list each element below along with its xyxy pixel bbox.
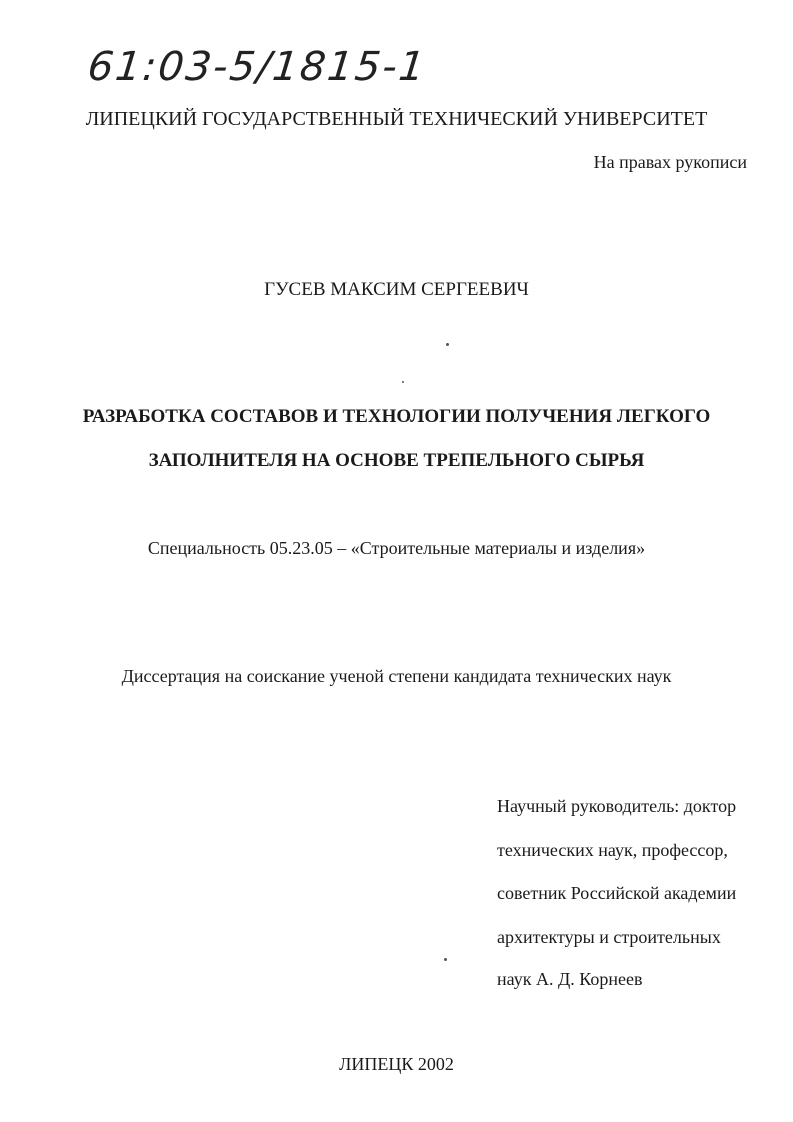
city-year: ЛИПЕЦК 2002 <box>339 1054 454 1074</box>
supervisor-line: технических наук, профессор, <box>497 840 728 860</box>
supervisor-line: советник Российской академии <box>497 883 737 903</box>
manuscript-rights-note: На правах рукописи <box>593 152 747 172</box>
scan-speck <box>444 958 447 961</box>
thesis-title-line-2: ЗАПОЛНИТЕЛЯ НА ОСНОВЕ ТРЕПЕЛЬНОГО СЫРЬЯ <box>148 450 645 471</box>
supervisor-line: Научный руководитель: доктор <box>497 796 737 816</box>
scan-speck <box>446 343 449 346</box>
supervisor-line: архитектуры и строительных <box>497 927 721 947</box>
thesis-title-line-1: РАЗРАБОТКА СОСТАВОВ И ТЕХНОЛОГИИ ПОЛУЧЕНИЯ ЛЕГКОГО <box>82 406 711 427</box>
author-name: ГУСЕВ МАКСИМ СЕРГЕЕВИЧ <box>264 279 529 300</box>
scan-speck <box>402 381 404 383</box>
university-name: ЛИПЕЦКИЙ ГОСУДАРСТВЕННЫЙ ТЕХНИЧЕСКИЙ УНИВЕРСИТЕТ <box>85 108 708 130</box>
dissertation-degree-line: Диссертация на соискание ученой степени кандидата технических наук <box>121 666 672 686</box>
catalog-number: 61:03-5/1815-1 <box>85 44 429 90</box>
specialty-line: Специальность 05.23.05 – «Строительные материалы и изделия» <box>147 538 646 558</box>
supervisor-line: наук А. Д. Корнеев <box>497 969 643 989</box>
